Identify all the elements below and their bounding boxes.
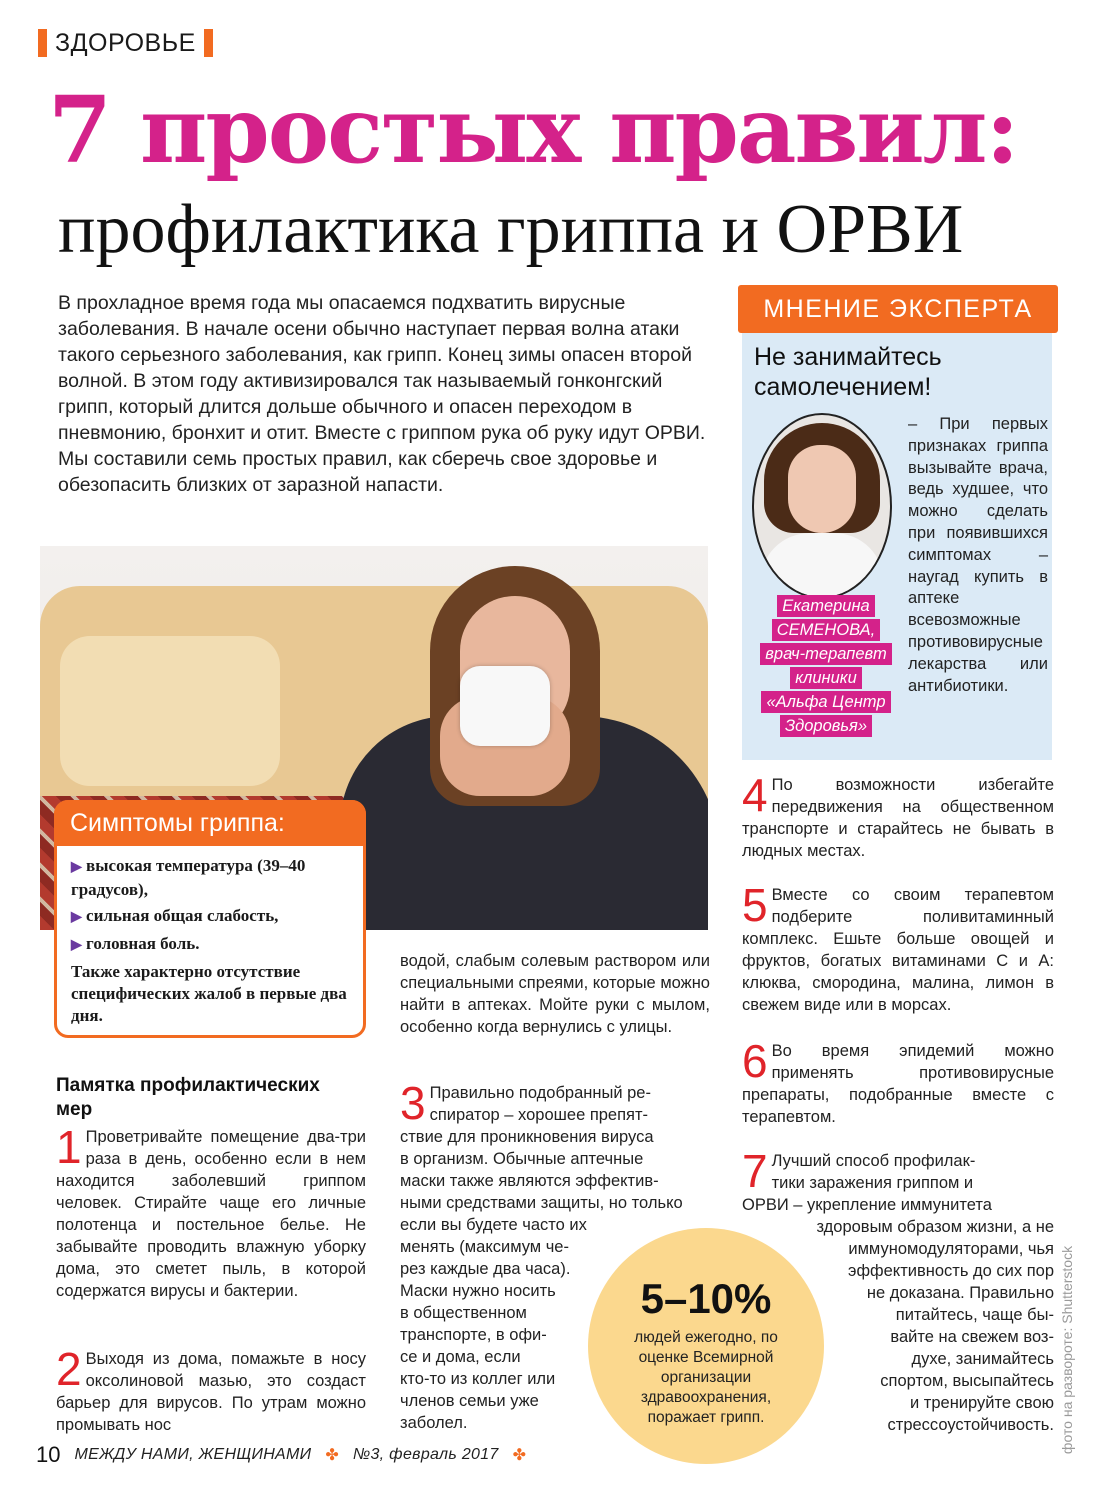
triangle-bullet-icon: ▶: [71, 860, 82, 875]
clover-icon: ✤: [512, 1447, 527, 1464]
rule-number: 1: [56, 1121, 82, 1173]
rule-1: [56, 1121, 366, 1302]
rule-text: Выходя из дома, помажьте в носу оксолиновой мазью, это создаст барьер для вирусов. По утрам можно промывать нос: [56, 1350, 366, 1434]
rule-text: Во время эпидемий можно применять противовирусные препараты, подобранные вместе с терапевтом.: [742, 1042, 1054, 1126]
symptoms-list: [71, 855, 361, 1027]
rule-text: Вместе со своим терапевтом подберите поливитаминный комплекс. Ешьте больше овощей и фруктов, богатых витаминами С и А: клюква, смородина, малина, лимон в свежем виде или в морсах.: [742, 886, 1054, 1014]
section-tag: [38, 26, 213, 60]
rule-line: Правильно подобранный ре-: [429, 1084, 651, 1102]
rule-line: рез каждые два часа).: [400, 1260, 571, 1278]
symptom-item: ▶ сильная общая слабость,: [71, 906, 279, 925]
caption-line: СЕМЕНОВА,: [772, 619, 880, 641]
headline: 7 простых правил:: [48, 76, 1018, 184]
clover-icon: ✤: [325, 1447, 339, 1464]
expert-caption: [752, 595, 900, 739]
intro-paragraph-1: В прохладное время года мы опасаемся подхватить вирусные заболевания. В начале осени обычно наступает первая волна атаки такого серьезного заболевания, как грипп. Конец зимы опасен второй волной. В этом году активизировался так называемый гонконгский грипп, который длится дольше обычного и опасен переходом в пневмонию, бронхит и отит. Вместе с гриппом рука об руку идут ОРВИ.: [58, 292, 706, 444]
expert-quote: – При первых признаках гриппа вызывайте врача, ведь худшее, что можно сделать при появившихся симптомах – наугад купить в аптеке всевозможные противовирусные лекарства или антибиотики.: [908, 415, 1048, 695]
rule-line: не доказана. Правильно: [866, 1284, 1054, 1302]
rule-line: ными средствами защиты, но только: [400, 1194, 683, 1212]
rule-line: духе, занимайтесь: [911, 1350, 1054, 1368]
rule-line: членов семьи уже: [400, 1392, 539, 1410]
rule-4: [742, 769, 1054, 862]
triangle-bullet-icon: ▶: [71, 910, 82, 925]
rule-5: [742, 879, 1054, 1016]
rule-number: 3: [400, 1077, 426, 1129]
section-label: ЗДОРОВЬЕ: [55, 28, 196, 57]
triangle-bullet-icon: ▶: [71, 938, 82, 953]
rule-line: питайтесь, чаще бы-: [895, 1306, 1054, 1324]
symptoms-note: Также характерно отсутствие специфических жалоб в первые два дня.: [71, 962, 347, 1025]
rule-number: 5: [742, 879, 768, 931]
caption-line: Екатерина: [777, 595, 875, 617]
rule-number: 4: [742, 769, 768, 821]
rule-line: тики заражения гриппом и: [771, 1174, 974, 1192]
symptoms-box: [54, 800, 366, 1038]
rule-line: кто-то из коллег или: [400, 1370, 556, 1388]
page-number: 10: [36, 1442, 61, 1467]
magazine-name: МЕЖДУ НАМИ, ЖЕНЩИНАМИ: [74, 1446, 312, 1463]
caption-line: врач-терапевт: [760, 643, 891, 665]
rule-line: стрессоустойчивость.: [887, 1416, 1054, 1434]
tag-bar-left: [38, 29, 47, 57]
pillow: [60, 636, 280, 786]
rule-line: ОРВИ – укрепление иммунитета: [742, 1196, 992, 1214]
rule-number: 6: [742, 1035, 768, 1087]
rule-line: и тренируйте свою: [909, 1394, 1054, 1412]
rule-2: [56, 1343, 366, 1436]
rule-line: спиратор – хорошее препят-: [429, 1106, 649, 1124]
stat-circle: [588, 1228, 824, 1464]
tag-bar-right: [204, 29, 213, 57]
rule-line: заболел.: [400, 1414, 468, 1432]
stat-value: 5–10%: [640, 1275, 772, 1322]
rule-line: се и дома, если: [400, 1348, 521, 1366]
photo-credit-text: фото на развороте: Shutterstock: [1059, 1245, 1075, 1455]
rule-line: если вы будете часто их: [400, 1216, 587, 1234]
rule-line: маски также являются эффектив-: [400, 1172, 659, 1190]
rule-line: в общественном: [400, 1304, 527, 1322]
expert-title: Не занимайтесь самолечением!: [754, 343, 942, 401]
rule-text: По возможности избегайте передвижения на общественном транспорте и старайтесь не бывать в людных местах.: [742, 776, 1054, 860]
tissue: [460, 666, 550, 746]
rule-text: Проветривайте помещение два-три раза в день, особенно если в нем находится заболевший гриппом человек. Стирайте чаще его личные полотенца и постельное белье. Не забывайте проводить влажную уборку дома, это сметет пыль, в которой содержатся вирусы и бактерии.: [56, 1128, 366, 1300]
rule-line: транспорте, в офи-: [400, 1326, 547, 1344]
intro-paragraph-2: Мы составили семь простых правил, как сберечь свое здоровье и обезопасить близких от заразной напасти.: [58, 448, 658, 496]
rule-line: Лучший способ профилак-: [771, 1152, 976, 1170]
expert-portrait: [752, 413, 892, 599]
rule-line: вайте на свежем воз-: [890, 1328, 1054, 1346]
caption-line: «Альфа Центр: [761, 691, 890, 713]
memo-title: Памятка профилактических мер: [56, 1075, 320, 1120]
photo-credit: [1054, 1210, 1080, 1490]
rule-line: эффективность до сих пор: [848, 1262, 1054, 1280]
caption-line: клиники: [790, 667, 862, 689]
rule-line: менять (максимум че-: [400, 1238, 569, 1256]
caption-line: Здоровья»: [780, 715, 872, 737]
stat-text: людей ежегодно, по оценке Всемирной организации здравоохранения, поражает грипп.: [634, 1329, 778, 1426]
intro-text: [58, 290, 713, 498]
rule-line: здоровым образом жизни, а не: [816, 1218, 1054, 1236]
expert-coat: [760, 533, 884, 599]
rule-line: иммуномодуляторами, чья: [848, 1240, 1054, 1258]
symptoms-title: Симптомы гриппа:: [54, 800, 366, 846]
rule-line: спортом, высыпайтесь: [880, 1372, 1054, 1390]
issue-info: №3, февраль 2017: [352, 1446, 499, 1463]
subheadline: профилактика гриппа и ОРВИ: [58, 191, 964, 268]
symptom-item: ▶ головная боль.: [71, 934, 200, 953]
rule-line: Маски нужно носить: [400, 1282, 556, 1300]
page-footer: [36, 1440, 736, 1470]
rule-6: [742, 1035, 1054, 1128]
rule-2-continued: водой, слабым солевым раствором или специальными спреями, которые можно найти в аптеках. Мойте руки с мылом, особенно когда вернулись с улицы.: [400, 952, 710, 1036]
rule-line: ствие для проникновения вируса: [400, 1128, 654, 1146]
rule-line: в организм. Обычные аптечные: [400, 1150, 644, 1168]
expert-label: МНЕНИЕ ЭКСПЕРТА: [738, 285, 1058, 333]
rule-number: 7: [742, 1145, 768, 1197]
rule-number: 2: [56, 1343, 82, 1395]
symptom-item: ▶ высокая температура (39–40 градусов),: [71, 856, 306, 899]
expert-face: [788, 445, 856, 533]
